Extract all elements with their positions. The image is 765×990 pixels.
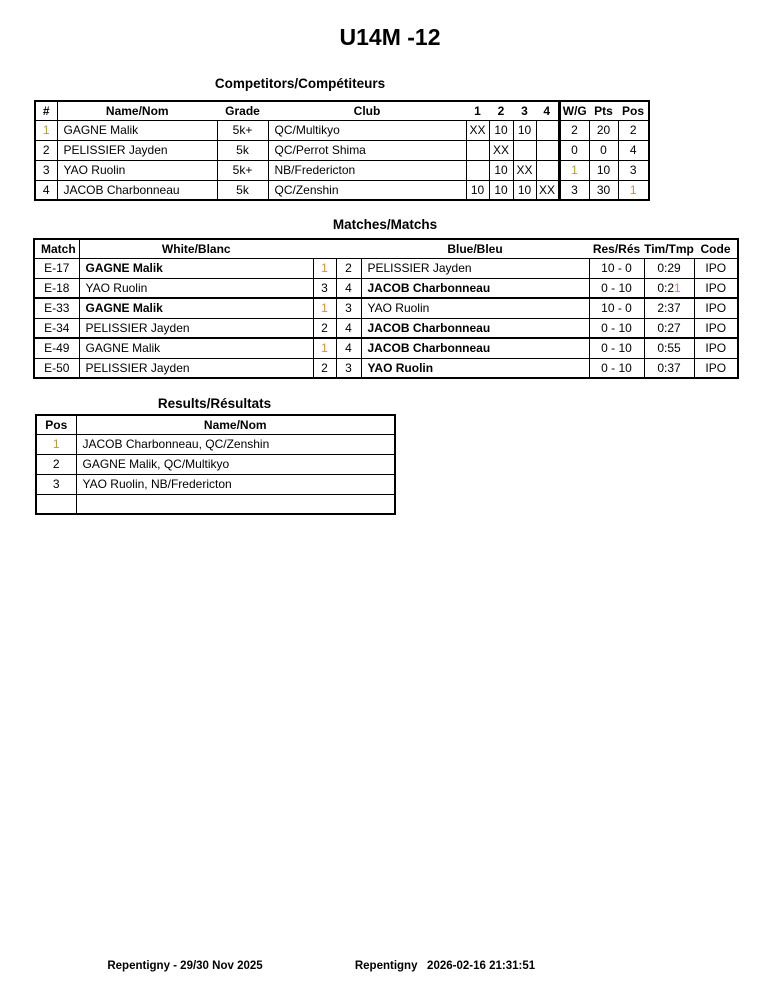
col-header-name: Name/Nom xyxy=(76,415,395,434)
result-name xyxy=(76,494,395,514)
competitors-heading: Competitors/Compétiteurs xyxy=(214,76,386,91)
result-name: JACOB Charbonneau, QC/Zenshin xyxy=(76,434,395,454)
result-row xyxy=(36,434,395,454)
blue-player-number: 3 xyxy=(336,358,361,378)
white-player-number: 2 xyxy=(313,358,336,378)
white-player: GAGNE Malik xyxy=(79,258,313,278)
round2-result: 10 xyxy=(489,180,513,200)
blue-player: JACOB Charbonneau xyxy=(361,318,589,338)
col-header-round1: 1 xyxy=(466,101,489,120)
white-player: YAO Ruolin xyxy=(79,278,313,298)
competitor-grade: 5k+ xyxy=(217,160,268,180)
white-player-number: 2 xyxy=(313,318,336,338)
col-header-number: # xyxy=(35,101,57,120)
match-row xyxy=(34,298,738,318)
round3-result xyxy=(513,140,536,160)
round3-result: XX xyxy=(513,160,536,180)
match-row xyxy=(34,258,738,278)
match-code: IPO xyxy=(694,278,738,298)
footer-print-timestamp: Repentigny 2026-02-16 21:31:51 xyxy=(354,960,536,972)
match-id: E-18 xyxy=(34,278,79,298)
competitor-number: 2 xyxy=(35,140,57,160)
match-time: 0:29 xyxy=(644,258,694,278)
blue-player-number: 2 xyxy=(336,258,361,278)
round1-result xyxy=(466,140,489,160)
col-header-points: Pts xyxy=(589,101,618,120)
competitor-club: QC/Perrot Shima xyxy=(268,140,466,160)
match-row xyxy=(34,358,738,378)
match-id: E-34 xyxy=(34,318,79,338)
competitor-row xyxy=(35,180,649,200)
result-name: YAO Ruolin, NB/Fredericton xyxy=(76,474,395,494)
col-header-white-num xyxy=(313,239,336,258)
result-row xyxy=(36,454,395,474)
blue-player: JACOB Charbonneau xyxy=(361,278,589,298)
round2-result: 10 xyxy=(489,120,513,140)
match-row xyxy=(34,278,738,298)
points: 30 xyxy=(589,180,618,200)
match-time-main: 0:2 xyxy=(657,280,674,295)
col-header-code: Code xyxy=(694,239,738,258)
match-time-last-digit: 1 xyxy=(674,280,681,295)
col-header-white: White/Blanc xyxy=(79,239,313,258)
competitor-name: JACOB Charbonneau xyxy=(57,180,217,200)
wins-count: 0 xyxy=(559,140,589,160)
result-row xyxy=(36,474,395,494)
match-row xyxy=(34,338,738,358)
match-result: 0 - 10 xyxy=(589,278,644,298)
white-player-number: 1 xyxy=(313,298,336,318)
match-time: 0:37 xyxy=(644,358,694,378)
col-header-position: Pos xyxy=(618,101,649,120)
white-player: PELISSIER Jayden xyxy=(79,358,313,378)
match-code: IPO xyxy=(694,338,738,358)
round3-result: 10 xyxy=(513,180,536,200)
match-result: 0 - 10 xyxy=(589,318,644,338)
col-header-grade: Grade xyxy=(217,101,268,120)
matches-header-row xyxy=(34,239,738,258)
white-player-number: 3 xyxy=(313,278,336,298)
white-player-number: 1 xyxy=(313,258,336,278)
position: 3 xyxy=(618,160,649,180)
col-header-round3: 3 xyxy=(513,101,536,120)
blue-player-number: 4 xyxy=(336,278,361,298)
match-id: E-17 xyxy=(34,258,79,278)
col-header-round4: 4 xyxy=(536,101,559,120)
match-time: 0:55 xyxy=(644,338,694,358)
blue-player-number: 4 xyxy=(336,338,361,358)
white-player: PELISSIER Jayden xyxy=(79,318,313,338)
round4-result xyxy=(536,140,559,160)
match-time xyxy=(644,278,694,298)
match-code: IPO xyxy=(694,318,738,338)
match-time: 0:27 xyxy=(644,318,694,338)
match-id: E-33 xyxy=(34,298,79,318)
round4-result: XX xyxy=(536,180,559,200)
white-player-number: 1 xyxy=(313,338,336,358)
points: 0 xyxy=(589,140,618,160)
competitor-grade: 5k+ xyxy=(217,120,268,140)
col-header-club: Club xyxy=(268,101,466,120)
points: 10 xyxy=(589,160,618,180)
blue-player: YAO Ruolin xyxy=(361,358,589,378)
wins-count: 1 xyxy=(559,160,589,180)
results-header-row xyxy=(36,415,395,434)
results-heading: Results/Résultats xyxy=(157,396,272,411)
match-result: 0 - 10 xyxy=(589,358,644,378)
blue-player-number: 4 xyxy=(336,318,361,338)
white-player: GAGNE Malik xyxy=(79,298,313,318)
competitor-number: 1 xyxy=(35,120,57,140)
footer-event-date: Repentigny - 29/30 Nov 2025 xyxy=(107,960,263,972)
position: 1 xyxy=(618,180,649,200)
white-player: GAGNE Malik xyxy=(79,338,313,358)
result-position xyxy=(36,494,76,514)
blue-player: JACOB Charbonneau xyxy=(361,338,589,358)
competitor-number: 3 xyxy=(35,160,57,180)
match-row xyxy=(34,318,738,338)
round1-result: 10 xyxy=(466,180,489,200)
competitors-table xyxy=(34,100,650,201)
competitor-club: NB/Fredericton xyxy=(268,160,466,180)
points: 20 xyxy=(589,120,618,140)
competitors-header-row xyxy=(35,101,649,120)
result-position: 3 xyxy=(36,474,76,494)
competitor-club: QC/Zenshin xyxy=(268,180,466,200)
col-header-position: Pos xyxy=(36,415,76,434)
match-code: IPO xyxy=(694,298,738,318)
col-header-blue: Blue/Bleu xyxy=(361,239,589,258)
page-title: U14M -12 xyxy=(339,24,441,50)
matches-heading: Matches/Matchs xyxy=(332,217,438,232)
position: 2 xyxy=(618,120,649,140)
result-position: 1 xyxy=(36,434,76,454)
col-header-name: Name/Nom xyxy=(57,101,217,120)
match-code: IPO xyxy=(694,358,738,378)
competitor-club: QC/Multikyo xyxy=(268,120,466,140)
competitor-name: GAGNE Malik xyxy=(57,120,217,140)
position: 4 xyxy=(618,140,649,160)
match-result: 10 - 0 xyxy=(589,258,644,278)
col-header-match: Match xyxy=(34,239,79,258)
round1-result: XX xyxy=(466,120,489,140)
blue-player-number: 3 xyxy=(336,298,361,318)
wins-count: 3 xyxy=(559,180,589,200)
results-table xyxy=(35,414,396,515)
match-id: E-49 xyxy=(34,338,79,358)
blue-player: YAO Ruolin xyxy=(361,298,589,318)
col-header-wins: W/G xyxy=(559,101,589,120)
round4-result xyxy=(536,160,559,180)
competitor-grade: 5k xyxy=(217,180,268,200)
competitor-row xyxy=(35,160,649,180)
round2-result: XX xyxy=(489,140,513,160)
col-header-result: Res/Rés xyxy=(589,239,644,258)
match-result: 0 - 10 xyxy=(589,338,644,358)
competitor-name: YAO Ruolin xyxy=(57,160,217,180)
competitor-grade: 5k xyxy=(217,140,268,160)
match-time: 2:37 xyxy=(644,298,694,318)
blue-player: PELISSIER Jayden xyxy=(361,258,589,278)
competitor-row xyxy=(35,140,649,160)
competitor-name: PELISSIER Jayden xyxy=(57,140,217,160)
col-header-blue-num xyxy=(336,239,361,258)
round4-result xyxy=(536,120,559,140)
wins-count: 2 xyxy=(559,120,589,140)
match-code: IPO xyxy=(694,258,738,278)
round1-result xyxy=(466,160,489,180)
result-name: GAGNE Malik, QC/Multikyo xyxy=(76,454,395,474)
match-result: 10 - 0 xyxy=(589,298,644,318)
result-position: 2 xyxy=(36,454,76,474)
round2-result: 10 xyxy=(489,160,513,180)
result-row xyxy=(36,494,395,514)
col-header-round2: 2 xyxy=(489,101,513,120)
competitor-number: 4 xyxy=(35,180,57,200)
col-header-time: Tim/Tmp xyxy=(644,239,694,258)
matches-table xyxy=(33,238,739,379)
competitor-row xyxy=(35,120,649,140)
match-id: E-50 xyxy=(34,358,79,378)
round3-result: 10 xyxy=(513,120,536,140)
